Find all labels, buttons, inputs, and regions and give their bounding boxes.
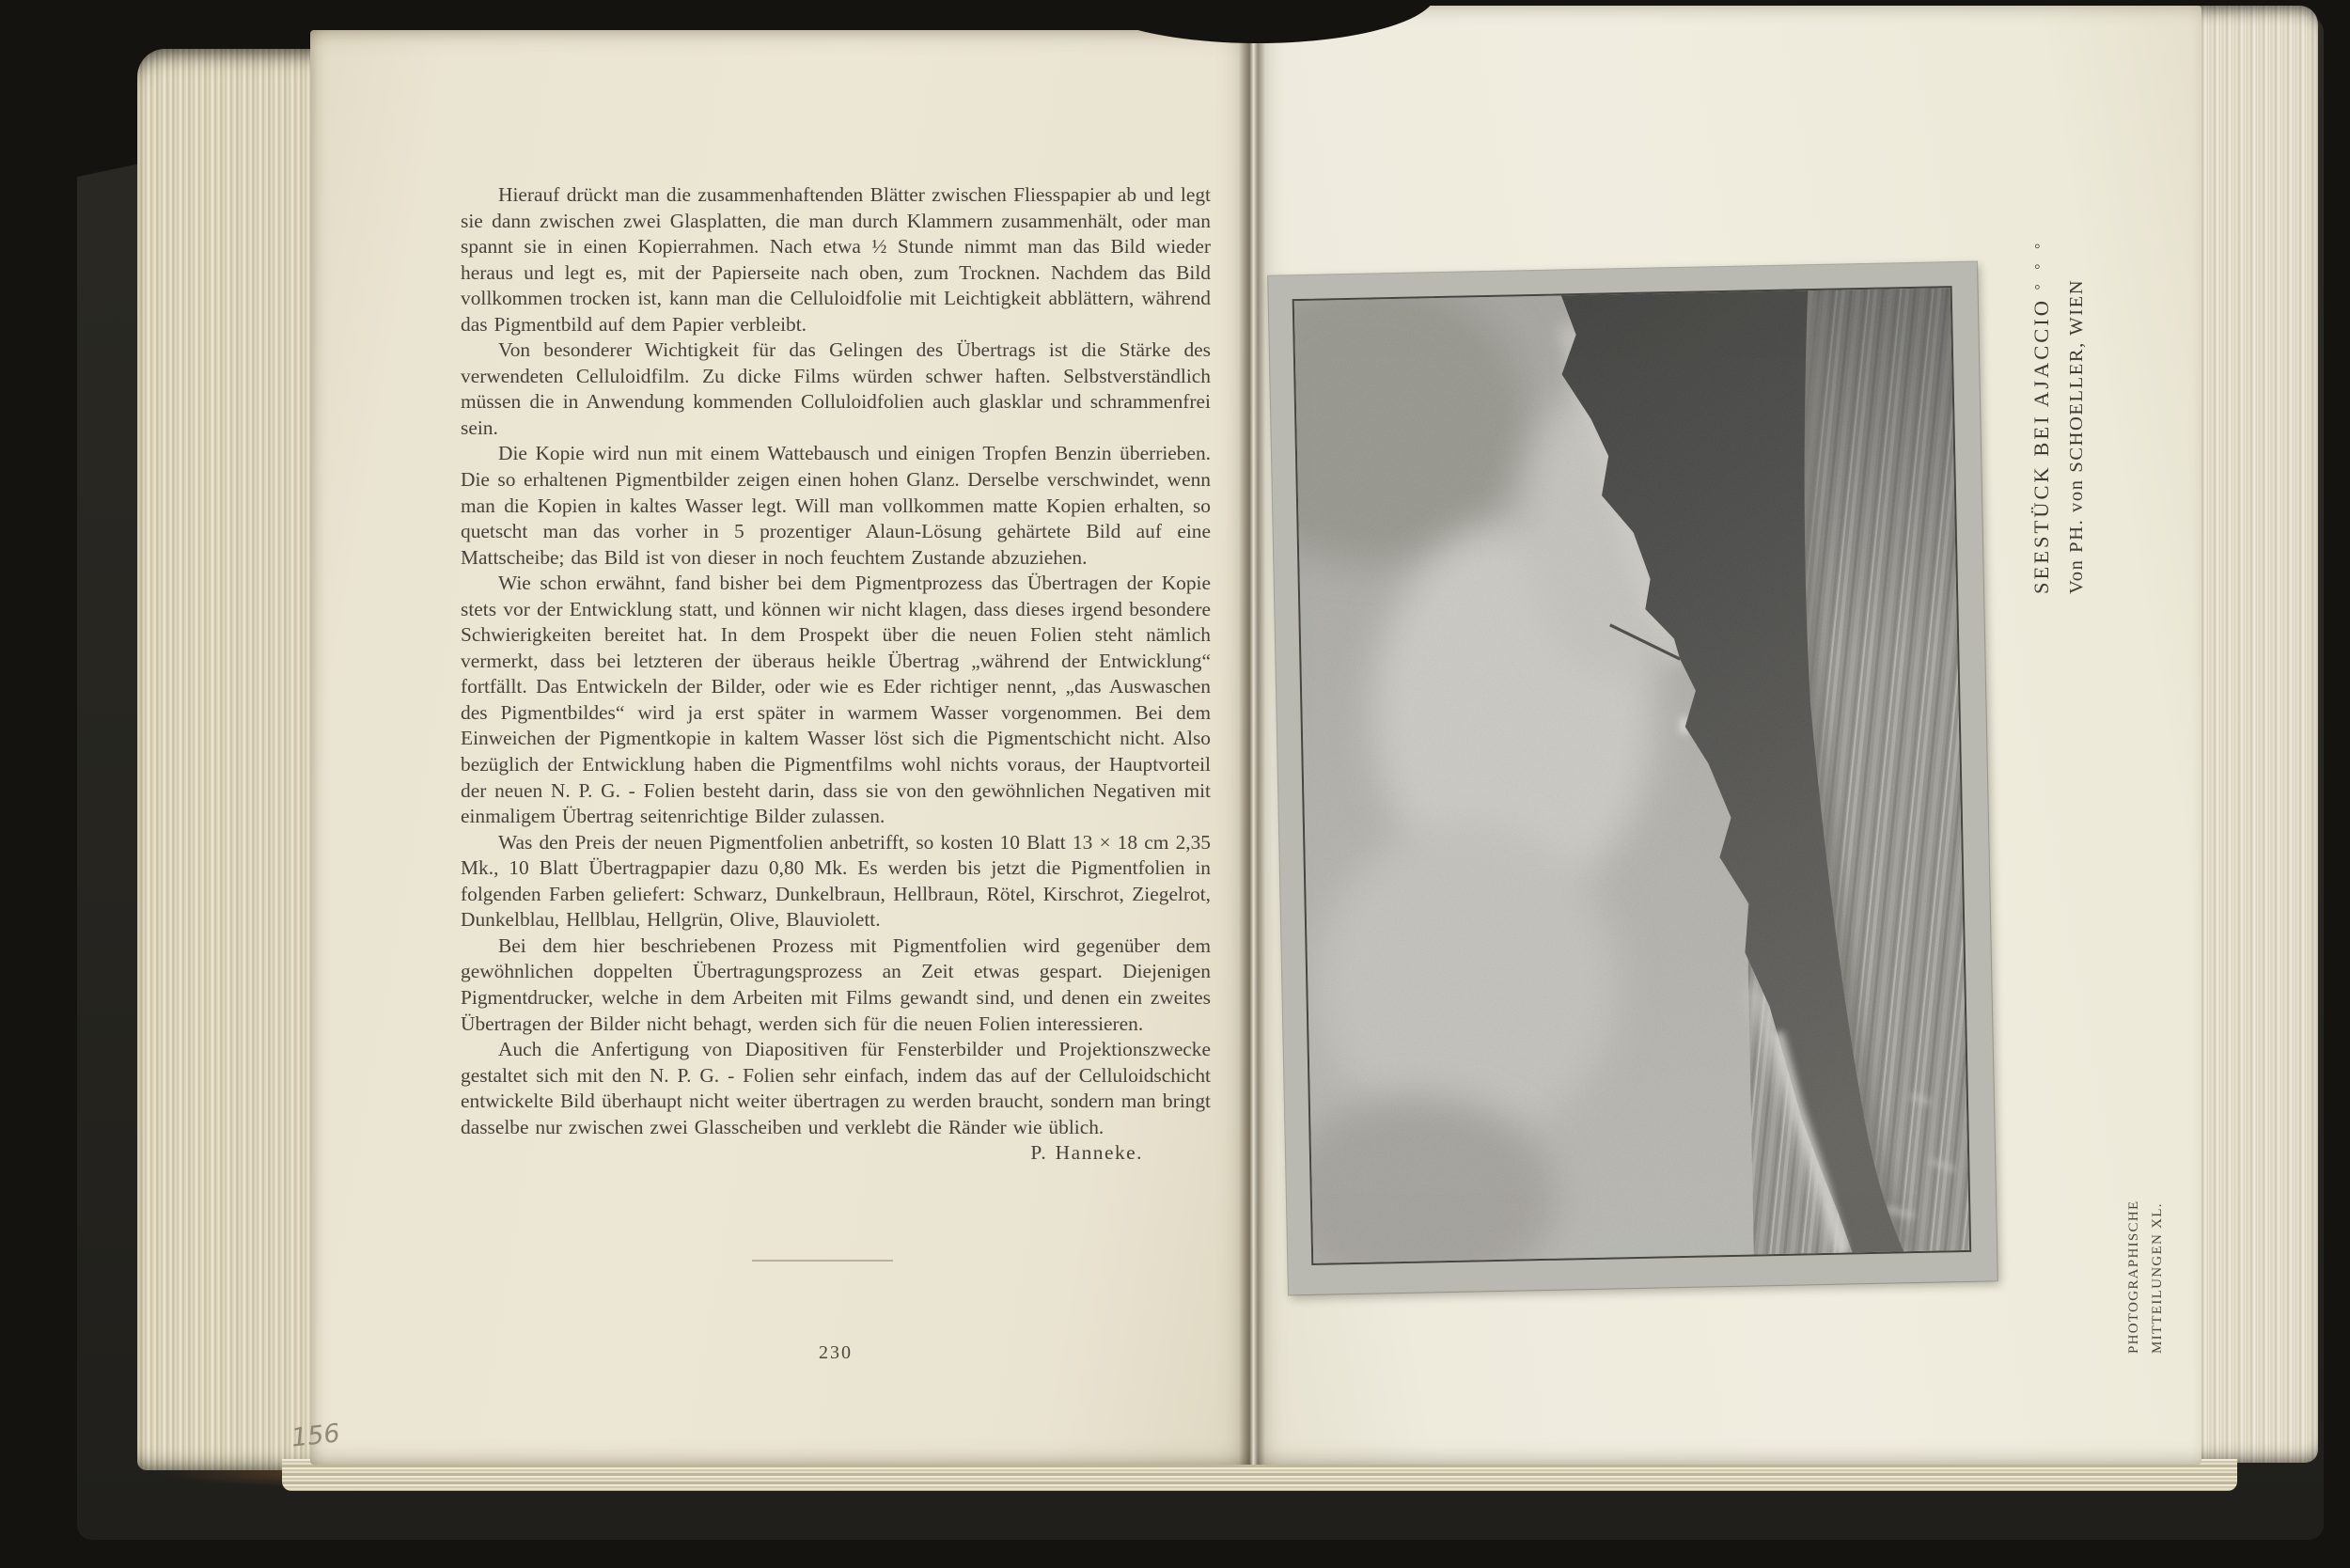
- page-number: 230: [819, 1342, 853, 1363]
- plate-title-line: [2023, 216, 2060, 594]
- page-edge-stack-right: [2196, 6, 2318, 1463]
- journal-imprint-line2: MITTEILUNGEN XL.: [2150, 1202, 2165, 1354]
- plate-caption: [2023, 216, 2096, 594]
- text-paragraph: Was den Preis der neuen Pigmentfolien anbetrifft, so kosten 10 Blatt 13 × 18 cm 2,35 Mk., 10 Blatt Übertragpapier dazu 0,80 Mk. Es werden bis jetzt die Pigmentfolien in folgenden Farben geliefert: Schwarz, Dunkelbraun, Hellbraun, Rötel, Kirschrot, Ziegelrot, Dunkelblau, Hellblau, Hellgrün, Olive, Blauviolett.: [461, 830, 1211, 932]
- pencil-annotation: 156: [290, 1419, 342, 1453]
- text-paragraph: Auch die Anfertigung von Diapositiven für Fensterbilder und Projektionszwecke gestaltet sich mit den N. P. G. - Folien sehr einfach, indem das auf der Celluloidschicht entwickelte Bild überhaupt nicht weiter übertragen zu werden braucht, sondern man bringt dasselbe nur zwischen zwei Glasscheiben und verklebt die Ränder wie üblich.: [461, 1038, 1211, 1138]
- seascape-photo-art: [1294, 288, 1969, 1263]
- page-edge-stack-left: [137, 49, 316, 1470]
- seascape-photo: [1292, 286, 1971, 1265]
- author-signature: P. Hanneke.: [1030, 1141, 1143, 1165]
- article-text-column: [461, 182, 1211, 1167]
- text-paragraph: Wie schon erwähnt, fand bisher bei dem Pigmentprozess das Übertragen der Kopie stets vor der Entwicklung statt, und können wir nicht klagen, dass dieses irgend besondere Schwierigkeiten bereitet hat. In dem Prospekt über die neuen Folien steht nämlich vermerkt, dass bei letzteren der überaus heikle Übertrag „während der Entwicklung“ fortfällt. Das Entwickeln der Bilder, oder wie es Eder richtiger nennt, „das Auswaschen des Pigmentbildes“ wird ja erst später in warmem Wasser vorgenommen. Bei dem Einweichen der Pigmentkopie in kaltem Wasser löst sich die Pigmentschicht nicht. Also bezüglich der Entwicklung haben die Pigmentfilms wohl nichts voraus, der Hauptvorteil der neuen N. P. G. - Folien besteht darin, dass sie von den gewöhnlichen Negativen mit einmaligem Übertrag seitenrichtige Bilder zulassen.: [461, 572, 1211, 828]
- section-divider: [752, 1260, 893, 1262]
- journal-imprint-line1: PHOTOGRAPHISCHE: [2126, 1200, 2141, 1354]
- text-paragraph: Bei dem hier beschriebenen Prozess mit Pigmentfolien wird gegenüber dem gewöhnlichen doppelten Übertragungsprozess an Zeit etwas gespart. Diejenigen Pigmentdrucker, welche in dem Arbeiten mit Films gewandt sind, und denen ein zweites Übertragen der Bilder nicht behagt, werden sich für die neuen Folien interessieren.: [461, 933, 1211, 1035]
- caption-ornament: ° ° °: [2033, 237, 2048, 290]
- plate-credit: Von PH. von SCHOELLER, WIEN: [2066, 278, 2087, 594]
- journal-imprint: [2123, 1181, 2173, 1354]
- paragraph-list: [461, 182, 1211, 1140]
- plate-title: SEESTÜCK BEI AJACCIO: [2029, 297, 2053, 594]
- text-paragraph: Von besonderer Wichtigkeit für das Gelingen des Übertrags ist die Stärke des verwendeten Celluloidfilm. Zu dicke Films würden schwer haften. Selbstverständlich müssen die in Anwendung kommenden Colluloidfolien auch glasklar und schrammenfrei sein.: [461, 338, 1211, 439]
- text-paragraph: Hierauf drückt man die zusammenhaftenden Blätter zwischen Fliesspapier ab und legt sie dann zwischen zwei Glasplatten, die man durch Klammern zusammenhält, oder man spannt sie in einen Kopierrahmen. Nach etwa ½ Stunde nimmt man das Bild wieder heraus und legt es, mit der Papierseite nach oben, zum Trocknen. Nachdem das Bild vollkommen trocken ist, kann man die Celluloidfolie mit Leichtigkeit abblättern, während das Pigmentbild auf dem Papier verbleibt.: [461, 183, 1211, 336]
- book-gutter: [1239, 6, 1265, 1465]
- photo-plate: [1268, 262, 1998, 1295]
- text-paragraph: Die Kopie wird nun mit einem Wattebausch und einigen Tropfen Benzin überrieben. Die so erhaltenen Pigmentbilder zeigen einen hohen Glanz. Derselbe verschwindet, wenn man die Kopien in kaltes Wasser legt. Will man vollkommen matte Kopien erhalten, so quetscht man das vorher in 5 prozentiger Alaun-Lösung gehärtete Bild auf eine Mattscheibe; das Bild ist von dieser in noch feuchtem Zustande abzuziehen.: [461, 442, 1211, 569]
